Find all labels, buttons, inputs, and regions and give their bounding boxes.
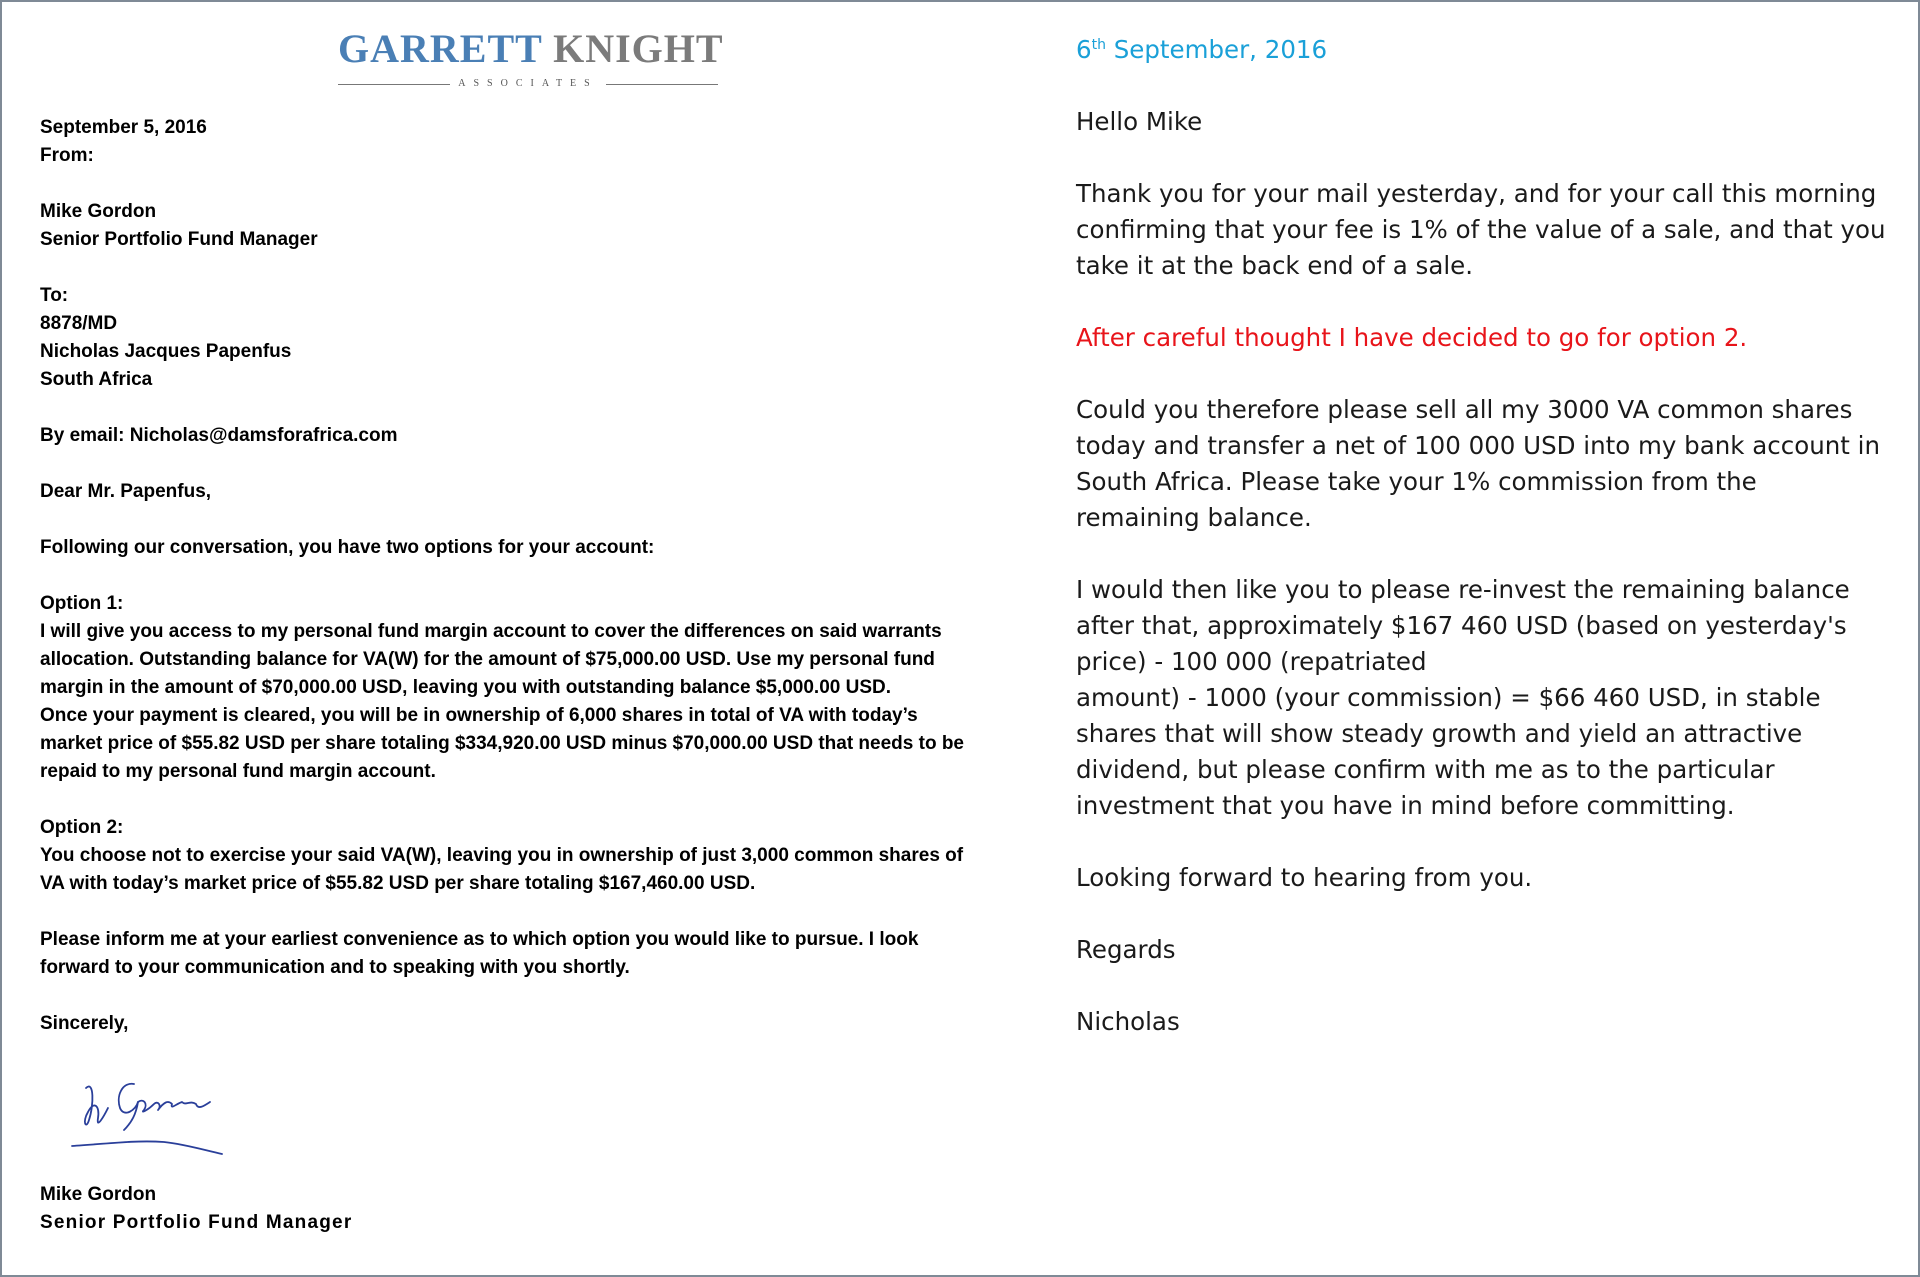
to-country: South Africa (40, 369, 153, 390)
letter-body (40, 114, 1040, 1038)
from-label: From: (40, 145, 94, 166)
paragraph-line: amount) - 1000 (your commission) = $66 460 USD, in stable (1076, 683, 1821, 712)
from-name: Mike Gordon (40, 201, 157, 222)
client-reply (1076, 32, 1896, 1076)
reply-regards: Regards (1076, 935, 1176, 964)
paragraph-line: remaining balance. (1076, 503, 1312, 532)
paragraph-line: take it at the back end of a sale. (1076, 251, 1474, 280)
paragraph-line: today and transfer a net of 100 000 USD into my bank account in (1076, 431, 1880, 460)
paragraph-line: Could you therefore please sell all my 3000 VA common shares (1076, 395, 1853, 424)
reply-looking-forward: Looking forward to hearing from you. (1076, 863, 1533, 892)
paragraph-line: Thank you for your mail yesterday, and for your call this morning (1076, 179, 1877, 208)
to-label: To: (40, 285, 69, 306)
paragraph-line: dividend, but please confirm with me as to the particular (1076, 755, 1775, 784)
paragraph-line: South Africa. Please take your 1% commission from the (1076, 467, 1757, 496)
signer-name: Mike Gordon (40, 1184, 157, 1205)
logo-word-knight: KNIGHT (553, 26, 724, 71)
email-line: By email: Nicholas@damsforafrica.com (40, 425, 398, 446)
logo-rule-left (338, 84, 450, 85)
reply-greeting: Hello Mike (1076, 107, 1203, 136)
salutation: Dear Mr. Papenfus, (40, 481, 212, 502)
intro-line: Following our conversation, you have two options for your account: (40, 537, 655, 558)
logo-wordmark (338, 26, 724, 72)
reply-signature: Nicholas (1076, 1007, 1180, 1036)
to-name: Nicholas Jacques Papenfus (40, 341, 292, 362)
option1-line: market price of $55.82 USD per share totaling $334,920.00 USD minus $70,000.00 USD that needs to be (40, 733, 964, 754)
reply-paragraph-1 (1076, 176, 1896, 284)
reply-date-suffix: th (1091, 36, 1106, 53)
sign-off: Sincerely, (40, 1013, 129, 1034)
reply-date-day: 6 (1076, 35, 1092, 64)
paragraph-line: after that, approximately $167 460 USD (based on yesterday's (1076, 611, 1847, 640)
option1-line: I will give you access to my personal fund margin account to cover the differences on said warrants (40, 621, 942, 642)
logo-word-garrett: GARRETT (338, 26, 543, 71)
reply-date (1076, 32, 1896, 68)
reply-decision: After careful thought I have decided to go for option 2. (1076, 323, 1748, 352)
logo-tagline: ASSOCIATES (458, 78, 598, 89)
closing-line: forward to your communication and to speaking with you shortly. (40, 957, 630, 978)
option2-line: You choose not to exercise your said VA(W), leaving you in ownership of just 3,000 common shares of (40, 845, 964, 866)
option1-line: allocation. Outstanding balance for VA(W) for the amount of $75,000.00 USD. Use my personal fund (40, 649, 935, 670)
company-logo (338, 26, 724, 98)
signer-title: Senior Portfolio Fund Manager (40, 1212, 353, 1233)
option1-line: Once your payment is cleared, you will be in ownership of 6,000 shares in total of VA with today’s (40, 705, 918, 726)
reply-paragraph-2 (1076, 392, 1896, 536)
logo-tagline-row (338, 70, 718, 98)
paragraph-line: investment that you have in mind before committing. (1076, 791, 1735, 820)
logo-rule-right (606, 84, 718, 85)
paragraph-line: price) - 100 000 (repatriated (1076, 647, 1427, 676)
option1-line: repaid to my personal fund margin account. (40, 761, 436, 782)
letter-date: September 5, 2016 (40, 117, 207, 138)
option2-line: VA with today’s market price of $55.82 USD per share totaling $167,460.00 USD. (40, 873, 756, 894)
handwritten-signature (64, 1060, 234, 1160)
option1-heading: Option 1: (40, 593, 124, 614)
reply-paragraph-3 (1076, 572, 1896, 824)
option1-line: margin in the amount of $70,000.00 USD, leaving you with outstanding balance $5,000.00 USD. (40, 677, 892, 698)
to-reference: 8878/MD (40, 313, 118, 334)
option2-heading: Option 2: (40, 817, 124, 838)
paragraph-line: confirming that your fee is 1% of the value of a sale, and that you (1076, 215, 1886, 244)
from-title: Senior Portfolio Fund Manager (40, 229, 318, 250)
paragraph-line: I would then like you to please re-invest the remaining balance (1076, 575, 1850, 604)
paragraph-line: shares that will show steady growth and yield an attractive (1076, 719, 1803, 748)
closing-line: Please inform me at your earliest convenience as to which option you would like to pursue. I look (40, 929, 919, 950)
reply-date-rest: September, 2016 (1105, 35, 1328, 64)
